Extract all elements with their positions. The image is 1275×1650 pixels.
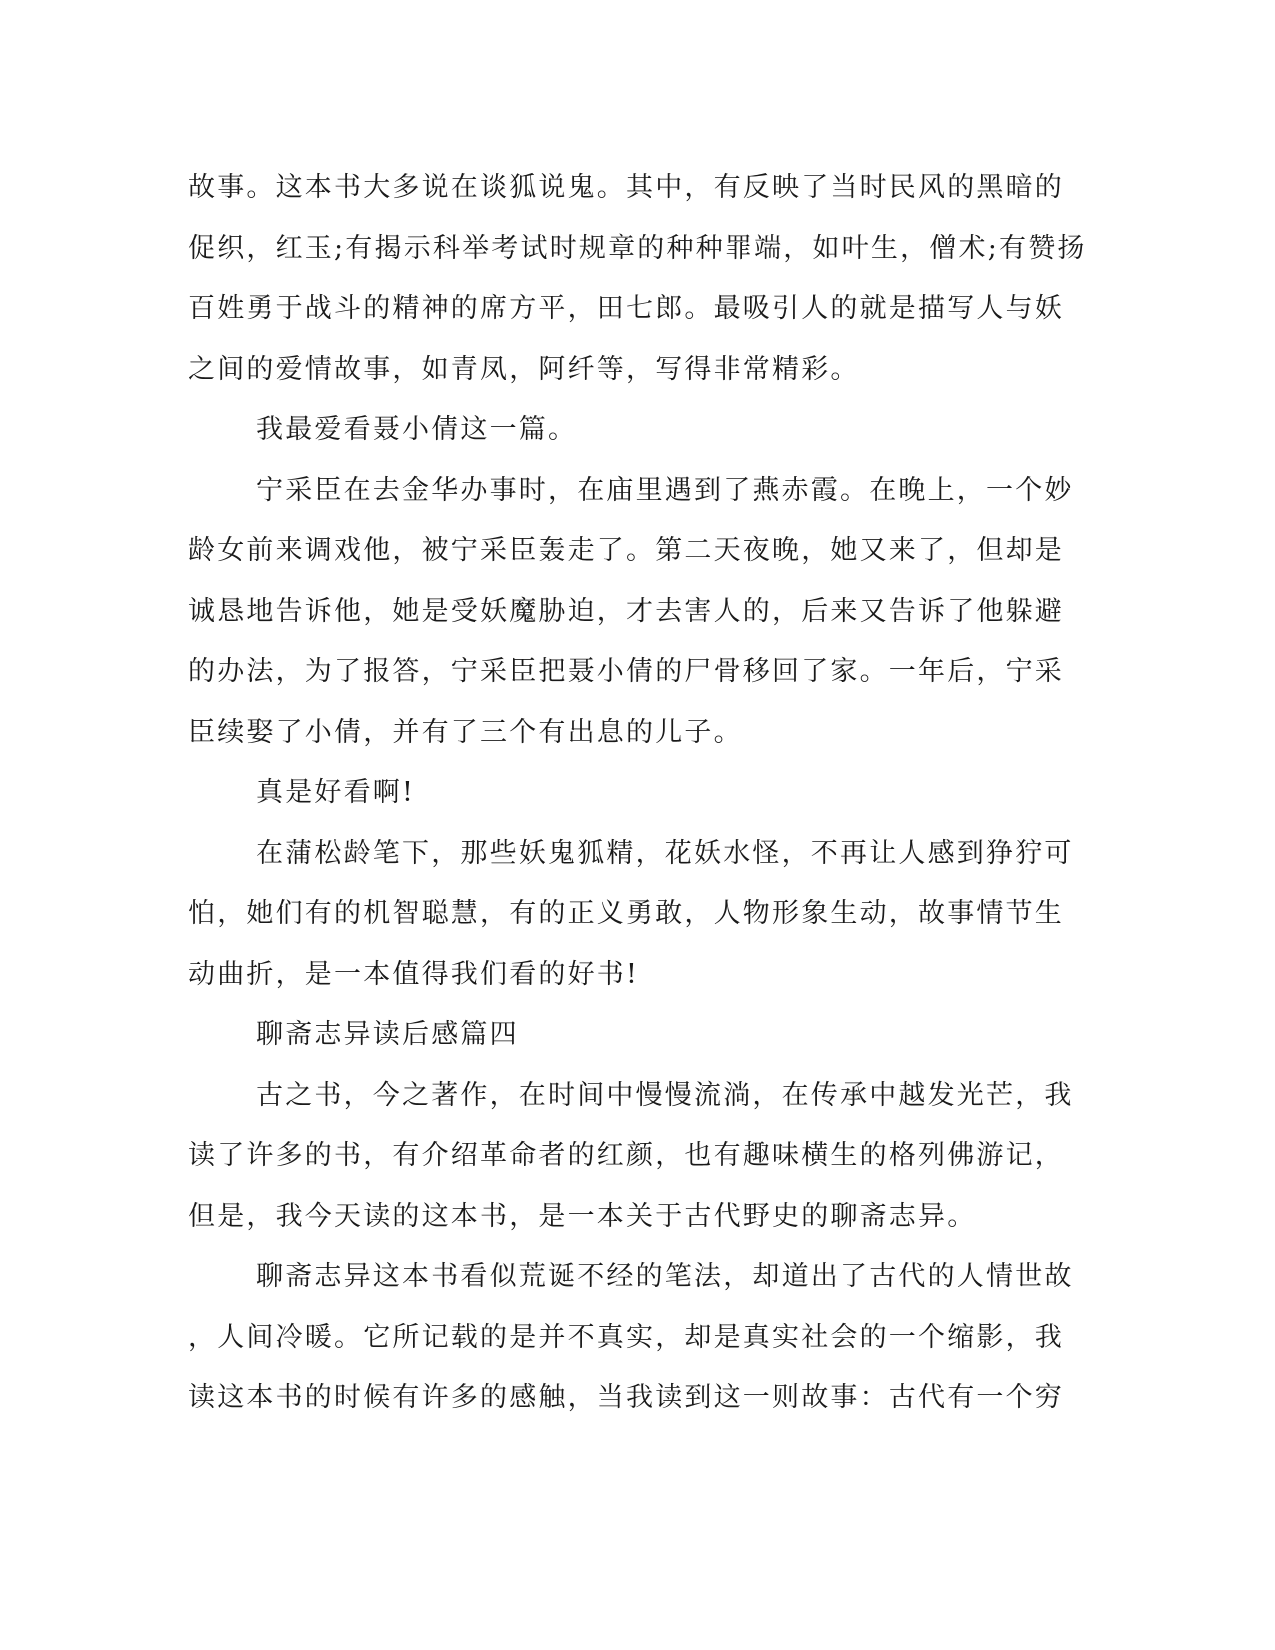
text-line: 的办法，为了报答，宁采臣把聂小倩的尸骨移回了家。一年后，宁采 [188,656,1064,687]
text-line: 真是好看啊! [256,777,416,808]
text-line: 动曲折，是一本值得我们看的好书! [188,958,640,990]
text-line: 百姓勇于战斗的精神的席方平，田七郎。最吸引人的就是描写人与妖 [188,293,1064,324]
text-line: 促织，红玉;有揭示科举考试时规章的种种罪端，如叶生，僧术;有赞扬 [188,232,1087,264]
text-line: ，人间冷暖。它所记载的是并不真实，却是真实社会的一个缩影，我 [188,1321,1064,1353]
text-line: 但是，我今天读的这本书，是一本关于古代野史的聊斋志异。 [188,1200,977,1232]
text-line: 古之书，今之著作，在时间中慢慢流淌，在传承中越发光芒，我 [256,1079,1074,1111]
text-line: 怕，她们有的机智聪慧，有的正义勇敢，人物形象生动，故事情节生 [188,898,1064,929]
text-line: 聊斋志异读后感篇四 [256,1019,519,1050]
body-text [188,158,1087,1429]
text-line: 读这本书的时候有许多的感触，当我读到这一则故事：古代有一个穷 [188,1382,1064,1413]
text-line: 臣续娶了小倩，并有了三个有出息的儿子。 [188,716,743,748]
text-line: 故事。这本书大多说在谈狐说鬼。其中，有反映了当时民风的黑暗的 [188,172,1064,203]
text-line: 在蒲松龄笔下，那些妖鬼狐精，花妖水怪，不再让人感到狰狞可 [256,837,1074,869]
text-line: 诚恳地告诉他，她是受妖魔胁迫，才去害人的，后来又告诉了他躲避 [188,595,1064,627]
text-line: 聊斋志异这本书看似荒诞不经的笔法，却道出了古代的人情世故 [256,1261,1074,1292]
text-line: 宁采臣在去金华办事时，在庙里遇到了燕赤霞。在晚上，一个妙 [256,474,1074,506]
text-line: 龄女前来调戏他，被宁采臣轰走了。第二天夜晚，她又来了，但却是 [188,535,1064,566]
text-line: 之间的爱情故事，如青凤，阿纤等，写得非常精彩。 [188,353,860,385]
text-line: 读了许多的书，有介绍革命者的红颜，也有趣味横生的格列佛游记， [188,1140,1064,1171]
text-line: 我最爱看聂小倩这一篇。 [256,414,578,445]
